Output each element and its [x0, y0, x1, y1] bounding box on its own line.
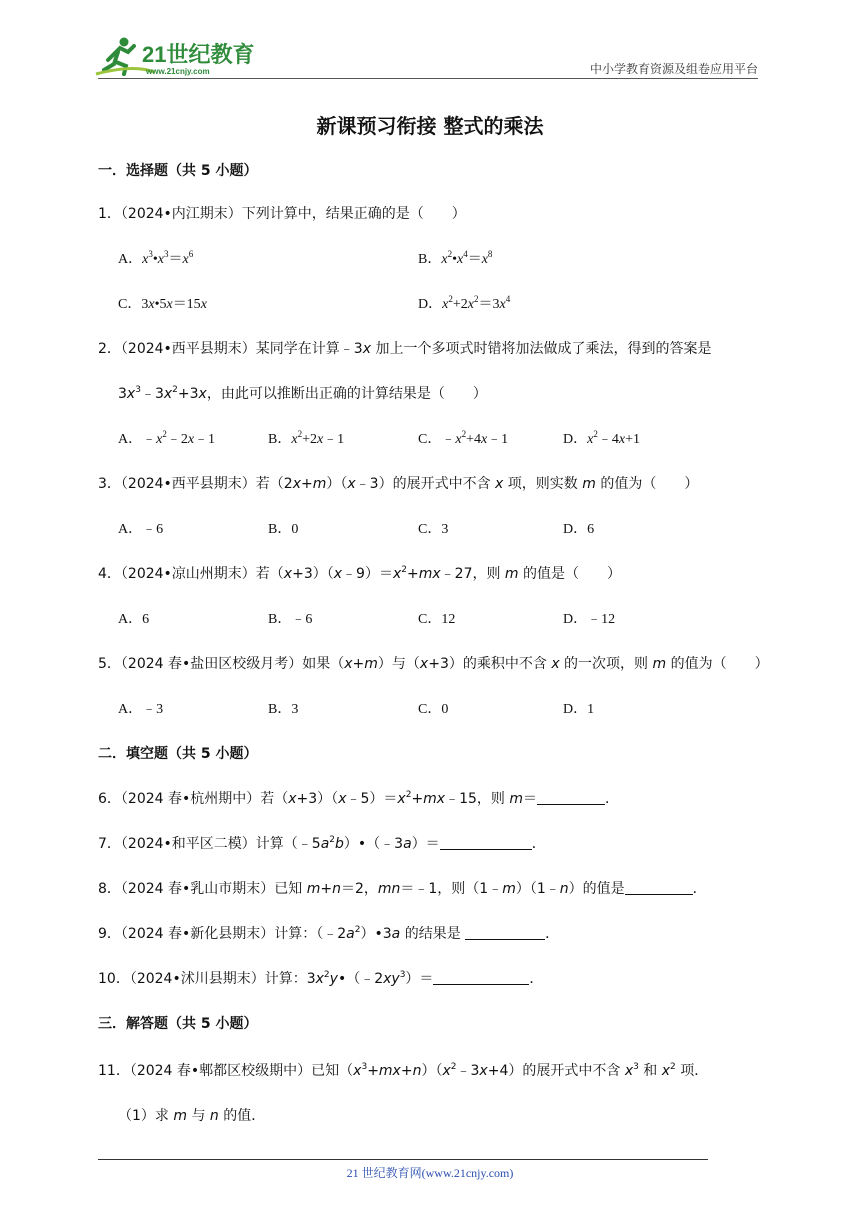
question-5: 5．（2024 春•盐田区校级月考）如果（x+m）与（x+3）的乘积中不含 x 的一次项，则 m 的值为（ ） — [98, 656, 769, 672]
site-tagline: 中小学教育资源及组卷应用平台 — [589, 62, 758, 76]
question-2: 2．（2024•西平县期末）某同学在计算﹣3x 加上一个多项式时错将加法做成了乘法，得到的答案是 — [98, 341, 712, 357]
q4-option-a: A．6 — [118, 612, 150, 627]
logo-url: www.21cnjy.com — [146, 67, 210, 76]
q2-option-d: D．$x^2﹣4x+1$ — [563, 429, 640, 447]
section-heading-choice: 一．选择题（共 5 小题） — [98, 163, 258, 179]
q1-option-b: B．$x^2•x^4=x^8$ — [418, 249, 493, 267]
question-7: 7．（2024•和平区二模）计算$(﹣5a^2b)•(﹣3a)=$ ． — [98, 835, 546, 852]
q3-option-c: C．3 — [418, 522, 449, 537]
q5-option-d: D．1 — [563, 702, 595, 717]
footer-link[interactable]: 21 世纪教育网(www.21cnjy.com) — [346, 1166, 514, 1180]
section-heading-answer: 三．解答题（共 5 小题） — [98, 1016, 258, 1032]
q2-option-c: C．$﹣x^2+4x﹣1$ — [418, 429, 509, 447]
question-2-line2: $3x^3﹣3x^2+3x$，由此可以推断出正确的计算结果是（ ） — [118, 385, 487, 402]
q4-option-c: C．12 — [418, 612, 456, 627]
q3-option-b: B．0 — [268, 522, 299, 537]
q3-option-a: A．﹣6 — [118, 522, 164, 537]
q2-option-a: A．$﹣x^2﹣2x﹣1$ — [118, 429, 216, 447]
question-11-part1: （1）求 m 与 n 的值． — [118, 1108, 266, 1124]
q2-option-b: B．$x^2+2x﹣1$ — [268, 429, 345, 447]
q1-option-d: D．$x^2+2x^2=3x^4$ — [418, 294, 511, 312]
question-9: 9．（2024 春•新化县期末）计算：$(﹣2a^2)•3a$ 的结果是 ． — [98, 925, 560, 942]
footer-divider — [98, 1159, 708, 1160]
question-3: 3．（2024•西平县期末）若（2x+m）（x﹣3）的展开式中不含 x 项，则实数 m 的值为（ ） — [98, 476, 699, 492]
header-divider — [98, 78, 758, 79]
logo-text: 21世纪教育 — [142, 42, 255, 67]
q5-option-c: C．0 — [418, 702, 449, 717]
question-6: 6．（2024 春•杭州期中）若$(x+3)(x﹣5)=x^2+mx﹣15$，则 m＝ ． — [98, 790, 620, 807]
question-11: 11．（2024 春•郫都区校级期中）已知$(x^3+mx+n)(x^2﹣3x+4)$的展开式中不含 $x^3$ 和 $x^2$ 项． — [98, 1062, 709, 1079]
section-heading-fill: 二．填空题（共 5 小题） — [98, 746, 258, 762]
q4-option-b: B．﹣6 — [268, 612, 313, 627]
site-logo — [94, 34, 264, 78]
q3-option-d: D．6 — [563, 522, 595, 537]
answer-blank[interactable] — [465, 925, 545, 940]
answer-blank[interactable] — [625, 880, 693, 895]
q1-option-a: A．$x^3•x^3=x^6$ — [118, 249, 194, 267]
question-4: 4．（2024•凉山州期末）若$(x+3)(x﹣9)=x^2+mx﹣27$，则 m 的值是（ ） — [98, 565, 622, 582]
q5-option-b: B．3 — [268, 702, 299, 717]
q5-option-a: A．﹣3 — [118, 702, 164, 717]
answer-blank[interactable] — [433, 970, 529, 985]
answer-blank[interactable] — [440, 835, 532, 850]
document-title: 新课预习衔接 整式的乘法 — [316, 114, 544, 138]
answer-blank[interactable] — [537, 790, 605, 805]
q4-option-d: D．﹣12 — [563, 612, 616, 627]
question-8: 8．（2024 春•乳山市期末）已知 m+n＝2，mn＝﹣1，则（1﹣m）（1﹣n）的值是 ． — [98, 881, 707, 897]
question-10: 10．（2024•沭川县期末）计算：$3x^2y•(﹣2xy^3)=$ ． — [98, 970, 544, 987]
q1-option-c: C．3x•5x＝15x — [118, 297, 207, 312]
question-1: 1．（2024•内江期末）下列计算中，结果正确的是（ ） — [98, 206, 466, 222]
